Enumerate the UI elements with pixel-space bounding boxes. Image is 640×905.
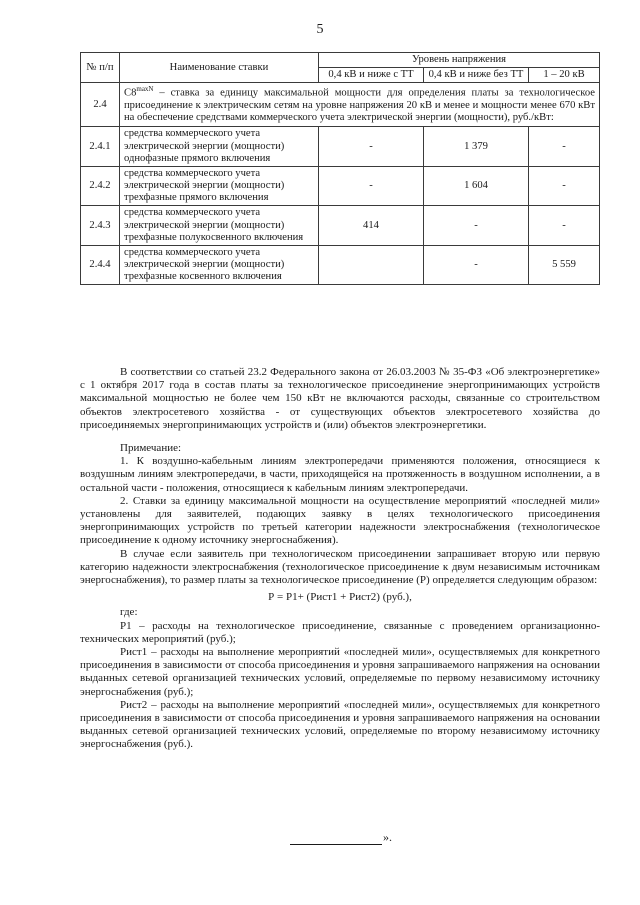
row-num: 2.4.2 [81,166,120,206]
table-row [81,166,600,206]
header-name: Наименование ставки [120,53,319,83]
header-v3: 1 – 20 кВ [529,68,600,83]
section-title [120,83,600,127]
header-num: № п/п [81,53,120,83]
note-title: Примечание: [120,442,182,455]
section-code: C8 [124,87,137,99]
header-voltage-group: Уровень напряжения [319,53,600,68]
row-v1 [319,245,424,285]
row-v2: 1 379 [424,127,529,167]
rates-table [80,52,600,285]
signature-line [290,844,382,845]
body-text [80,366,600,752]
section-code-sup: maxN [136,85,154,94]
closing-quote: ». [383,830,392,844]
table-row [81,206,600,246]
table-row [81,245,600,285]
row-name: средства коммерческого учета электрической энергии (мощности) трехфазные полукосвенного включения [120,206,319,246]
row-name: средства коммерческого учета электрической энергии (мощности) трехфазные прямого включения [120,166,319,206]
section-num: 2.4 [81,83,120,127]
where-label: где: [120,606,138,619]
row-v2: - [424,245,529,285]
definition-p1: Р1 – расходы на технологическое присоединение, связанные с проведением организационно-технических мероприятий (руб.); [80,619,600,645]
row-name: средства коммерческого учета электрической энергии (мощности) трехфазные косвенного включения [120,245,319,285]
formula: Р = Р1+ (Рист1 + Рист2) (руб.), [268,591,412,604]
row-v1: 414 [319,206,424,246]
section-row [81,83,600,127]
note-1: 1. К воздушно-кабельным линиям электропередачи применяются положения, относящиеся к воздушным линиям электропередачи, в части, приходящейся на протяженность в воздушном исполнении, а в остальной части - положения, относящиеся к кабельным линиям электропередачи. [80,455,600,494]
row-num: 2.4.1 [81,127,120,167]
row-v1: - [319,166,424,206]
definition-rist1: Рист1 – расходы на выполнение мероприятий «последней мили», осуществляемых для конкретного присоединения в зависимости от способа присоединения и уровня запрашиваемого напряжения на основании выданных сетевой организацией технических условий, определяемые по первому независимому источнику энергоснабжения (руб.); [80,646,600,698]
page-number: 5 [316,22,324,37]
row-v3: - [529,166,600,206]
paragraph-law: В соответствии со статьей 23.2 Федерального закона от 26.03.2003 № 35-ФЗ «Об электроэнергетике» с 1 октября 2017 года в состав платы за технологическое присоединение энергопринимающих устройств максимальной мощностью не более чем 150 кВт не включаются расходы, связанные со строительством объектов электросетевого хозяйства - от существующих объектов электросетевого хозяйства до присоединяемых энергопринимающих устройств и (или) объектов электроэнергетики. [80,366,600,431]
table-row [81,127,600,167]
header-v1: 0,4 кВ и ниже с ТТ [319,68,424,83]
closing-line [290,830,392,845]
row-name: средства коммерческого учета электрической энергии (мощности) однофазные прямого включения [120,127,319,167]
definition-rist2: Рист2 – расходы на выполнение мероприятий «последней мили», осуществляемых для конкретного присоединения в зависимости от способа присоединения и уровня запрашиваемого напряжения на основании выданных сетевой организацией технических условий, определяемые по второму независимому источнику энергоснабжения (руб.). [80,698,600,751]
row-v3: 5 559 [529,245,600,285]
row-v2: 1 604 [424,166,529,206]
paragraph-case: В случае если заявитель при технологическом присоединении запрашивает вторую или первую категорию надежности электроснабжения (технологическое присоединение к двум независимым источникам энергоснабжения), то размер платы за технологическое присоединение (Р) определяется следующим образом: [80,547,600,587]
section-text: – ставка за единицу максимальной мощности для определения платы за технологическое присоединение к электрическим сетям на уровне напряжения 20 кВ и менее и мощности менее 670 кВт на обеспечение средствами коммерческого учета электрической энергии (мощности), руб./кВт: [124,87,595,124]
row-num: 2.4.4 [81,245,120,285]
row-v3: - [529,206,600,246]
note-2: 2. Ставки за единицу максимальной мощности на осуществление мероприятий «последней мили» установлены для заявителей, подающих заявку в целях технологического присоединения энергопринимающих устройств по третьей категории надежности электроснабжения (технологическое присоединение к одному источнику энергоснабжения). [80,494,600,547]
header-v2: 0,4 кВ и ниже без ТТ [424,68,529,83]
row-v1: - [319,127,424,167]
table-header-row [81,53,600,68]
row-v2: - [424,206,529,246]
row-v3: - [529,127,600,167]
row-num: 2.4.3 [81,206,120,246]
